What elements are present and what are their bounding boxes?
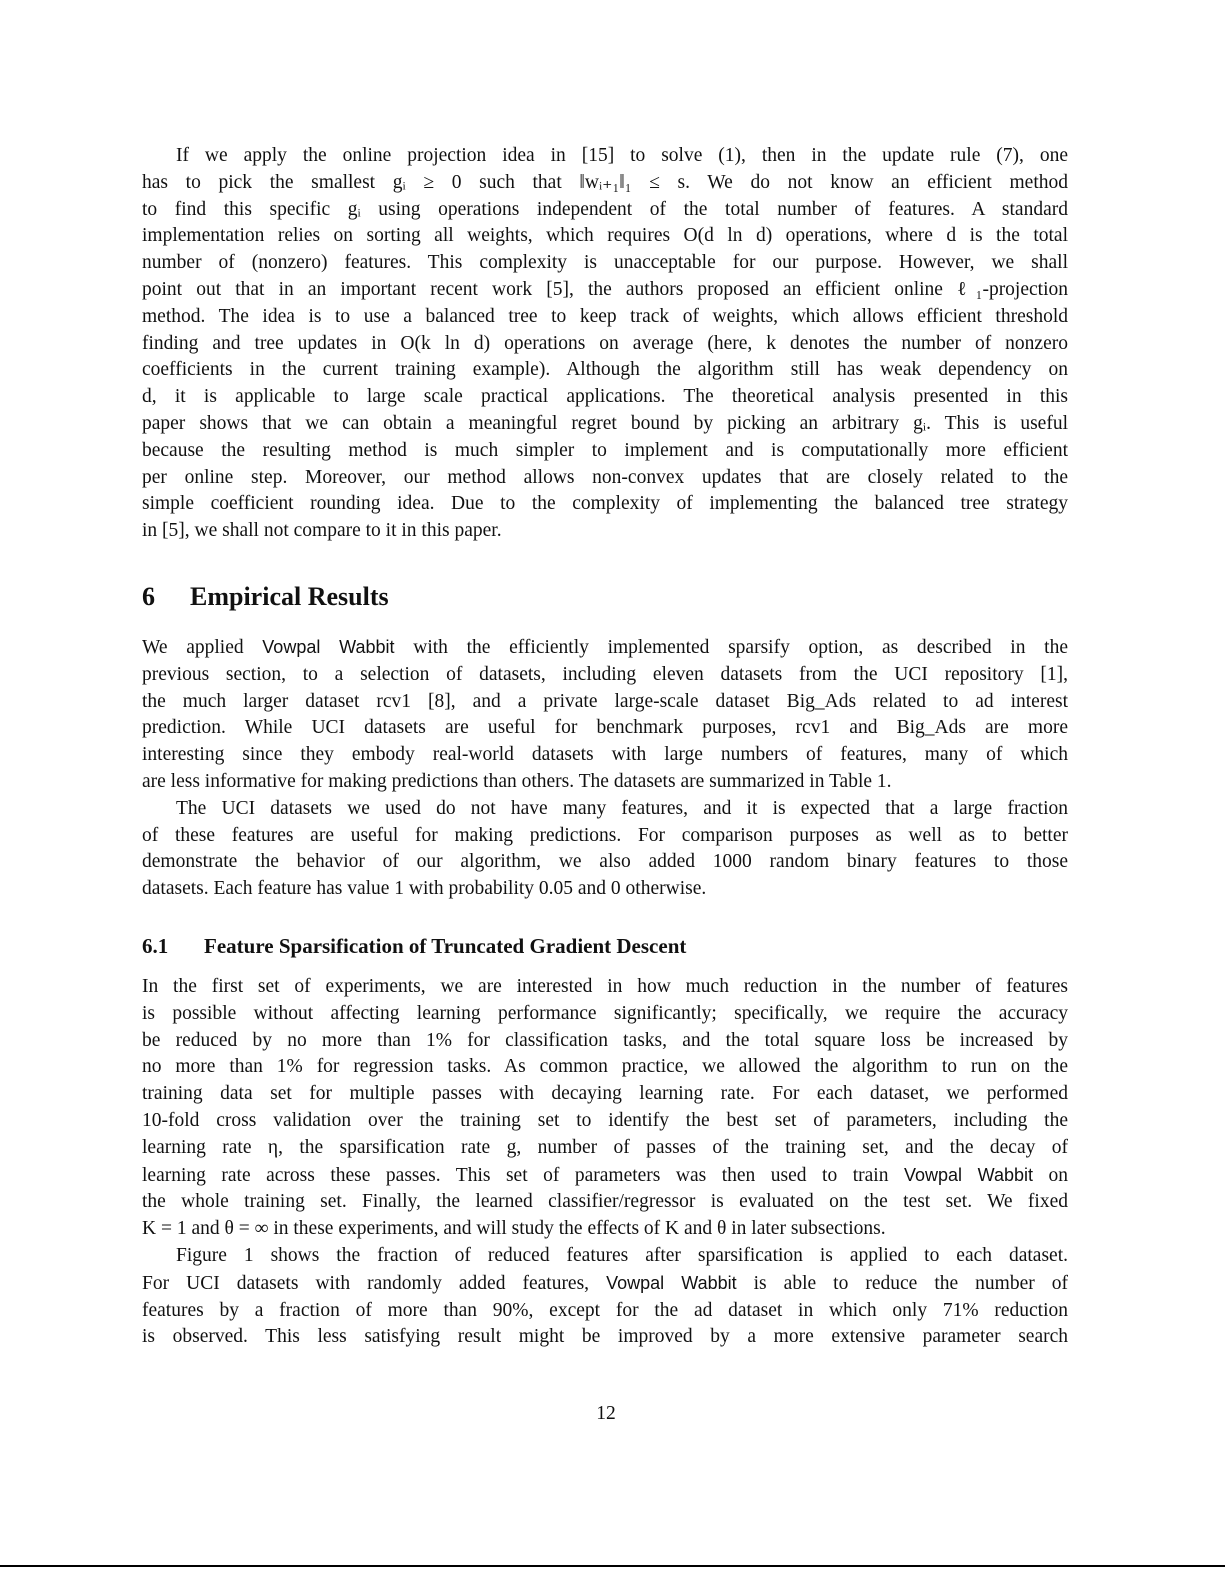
subsection-title: Feature Sparsification of Truncated Gradient Descent	[204, 934, 687, 958]
text-line: the whole training set. Finally, the learned classifier/regressor is evaluated on the test set. We fixed	[142, 1191, 1068, 1213]
page-bottom-rule	[0, 1565, 1225, 1567]
text-line: be reduced by no more than 1% for classification tasks, and the total square loss be increased by	[142, 1029, 1068, 1051]
section-heading	[142, 582, 389, 612]
paragraph	[142, 634, 1068, 796]
section-number: 6	[142, 582, 155, 611]
text-line: prediction. While UCI datasets are useful for benchmark purposes, rcv1 and Big_Ads are more	[142, 717, 1068, 739]
text-line: K = 1 and θ = ∞ in these experiments, and will study the effects of K and θ in later subsections.	[142, 1218, 886, 1240]
body-text-subsection	[142, 974, 1068, 1351]
section-title: Empirical Results	[190, 582, 389, 611]
text-line: learning rate η, the sparsification rate g, number of passes of the training set, and the decay of	[142, 1136, 1068, 1158]
text-line: demonstrate the behavior of our algorithm, we also added 1000 random binary features to those	[142, 851, 1068, 873]
body-text-intro	[142, 143, 1068, 545]
text-line: is possible without affecting learning performance significantly; specifically, we require the accuracy	[142, 1002, 1068, 1024]
text-line: learning rate across these passes. This set of parameters was then used to train Vowpal Wabbit on	[142, 1164, 1069, 1186]
text-line: coefficients in the current training example). Although the algorithm still has weak dependency on	[142, 359, 1068, 381]
text-line: no more than 1% for regression tasks. As common practice, we allowed the algorithm to run on the	[142, 1056, 1068, 1078]
paragraph	[142, 143, 1068, 545]
text-line: are less informative for making predictions than others. The datasets are summarized in Table 1.	[142, 770, 892, 792]
text-line: In the first set of experiments, we are interested in how much reduction in the number of features	[142, 976, 1068, 997]
subsection-number: 6.1	[142, 934, 169, 958]
text-line: 10-fold cross validation over the training set to identify the best set of parameters, including the	[142, 1109, 1068, 1131]
text-line: in [5], we shall not compare to it in this paper.	[142, 520, 502, 542]
software-name: Vowpal Wabbit	[606, 1272, 737, 1293]
text-line: per online step. Moreover, our method allows non-convex updates that are closely related to the	[142, 466, 1068, 488]
text-line: method. The idea is to use a balanced tree to keep track of weights, which allows efficient threshold	[142, 305, 1068, 327]
text-line: the much larger dataset rcv1 [8], and a private large-scale dataset Big_Ads related to ad interest	[142, 690, 1068, 712]
text-line: previous section, to a selection of datasets, including eleven datasets from the UCI repository [1],	[142, 663, 1068, 685]
text-line: paper shows that we can obtain a meaningful regret bound by picking an arbitrary gᵢ. This is useful	[142, 412, 1068, 434]
paragraph	[142, 974, 1068, 1243]
subsection-heading	[142, 934, 686, 959]
paragraph	[142, 1243, 1068, 1351]
body-text-section	[142, 634, 1068, 903]
text-line: is observed. This less satisfying result might be improved by a more extensive parameter search	[142, 1326, 1068, 1348]
text-line: interesting since they embody real-world datasets with large numbers of features, many of which	[142, 744, 1068, 766]
text-line: point out that in an important recent work [5], the authors proposed an efficient online ℓ₁-projection	[142, 278, 1068, 300]
text-line: d, it is applicable to large scale practical applications. The theoretical analysis presented in this	[142, 386, 1068, 408]
text-line: because the resulting method is much simpler to implement and is computationally more efficient	[142, 439, 1068, 461]
text-line: number of (nonzero) features. This complexity is unacceptable for our purpose. However, we shall	[142, 252, 1068, 274]
text-line: has to pick the smallest gᵢ ≥ 0 such that ‖wᵢ₊₁‖₁ ≤ s. We do not know an efficient method	[142, 171, 1068, 193]
text-line: implementation relies on sorting all weights, which requires O(d ln d) operations, where d is the total	[142, 225, 1068, 247]
text-line: training data set for multiple passes with decaying learning rate. For each dataset, we performed	[142, 1083, 1068, 1105]
text-line: features by a fraction of more than 90%, except for the ad dataset in which only 71% reduction	[142, 1299, 1068, 1321]
page-number: 12	[596, 1403, 616, 1424]
text-line: If we apply the online projection idea in [15] to solve (1), then in the update rule (7), one	[176, 145, 1068, 166]
software-name: Vowpal Wabbit	[262, 637, 395, 657]
software-name: Vowpal Wabbit	[903, 1164, 1033, 1185]
paragraph	[142, 796, 1068, 903]
text-line: finding and tree updates in O(k ln d) operations on average (here, k denotes the number of nonzero	[142, 332, 1068, 354]
text-line: datasets. Each feature has value 1 with probability 0.05 and 0 otherwise.	[142, 878, 707, 900]
text-line: simple coefficient rounding idea. Due to the complexity of implementing the balanced tree strategy	[142, 493, 1068, 515]
text-line: Figure 1 shows the fraction of reduced features after sparsification is applied to each dataset.	[176, 1244, 1068, 1266]
text-line: to find this specific gᵢ using operations independent of the total number of features. A standard	[142, 198, 1068, 220]
text-line: The UCI datasets we used do not have many features, and it is expected that a large fraction	[176, 797, 1068, 819]
text-line: For UCI datasets with randomly added features, Vowpal Wabbit is able to reduce the number of	[142, 1272, 1068, 1294]
text-line: of these features are useful for making predictions. For comparison purposes as well as to better	[142, 824, 1068, 846]
text-line: We applied Vowpal Wabbit with the efficiently implemented sparsify option, as described in the	[142, 637, 1068, 658]
